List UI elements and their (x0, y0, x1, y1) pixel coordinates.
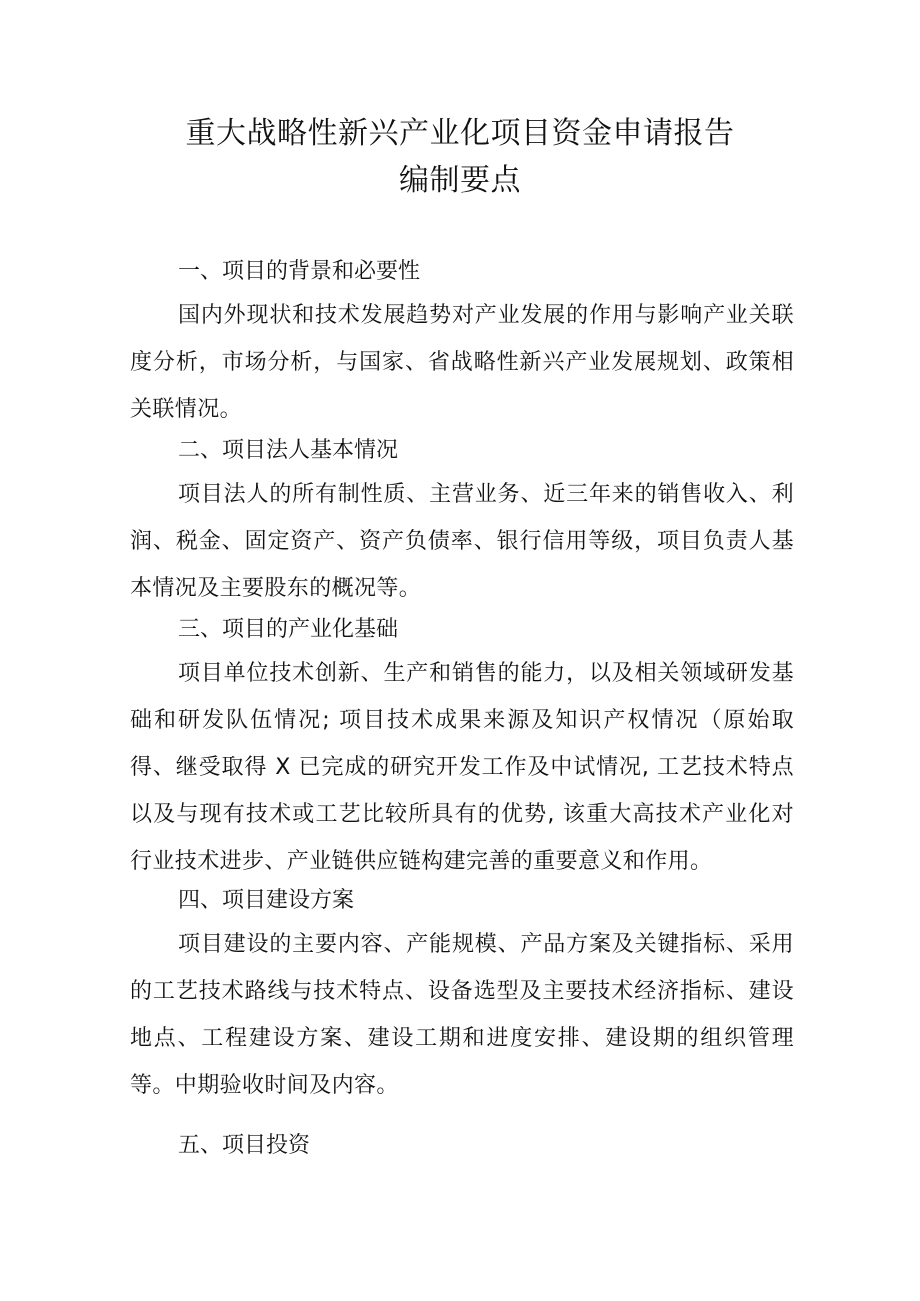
section-heading-4: 四、项目建设方案 (178, 888, 355, 913)
section-body-3: 项目单位技术创新、生产和销售的能力，以及相关领域研发基础和研发队伍情况; 项目技术成果来源及知识产权情况（原始取得、继受取得 X 已完成的研究开发工作及中试情况, 工艺技术特点以及与现有技术或工艺比较所具有的优势, 该重大高技术产业化对行业技术进步、产业链供应链构建完善的重要意义和作用。 (130, 661, 794, 874)
document-title-line-1: 重大战略性新兴产业化项目资金申请报告 (185, 116, 735, 151)
document-title-line-2: 编制要点 (399, 163, 521, 198)
section-heading-5: 五、项目投资 (178, 1133, 311, 1158)
section-heading-3: 三、项目的产业化基础 (178, 617, 399, 642)
section-heading-2: 二、项目法人基本情况 (178, 438, 399, 463)
section-body-1: 国内外现状和技术发展趋势对产业发展的作用与影响产业关联度分析，市场分析，与国家、省战略性新兴产业发展规划、政策相关联情况。 (130, 303, 794, 422)
section-heading-1: 一、项目的背景和必要性 (178, 259, 421, 284)
section-body-2: 项目法人的所有制性质、主营业务、近三年来的销售收入、利润、税金、固定资产、资产负债率、银行信用等级，项目负责人基本情况及主要股东的概况等。 (130, 482, 794, 601)
section-body-4: 项目建设的主要内容、产能规模、产品方案及关键指标、采用的工艺技术路线与技术特点、设备选型及主要技术经济指标、建设地点、工程建设方案、建设工期和进度安排、建设期的组织管理等。中期验收时间及内容。 (130, 932, 794, 1098)
